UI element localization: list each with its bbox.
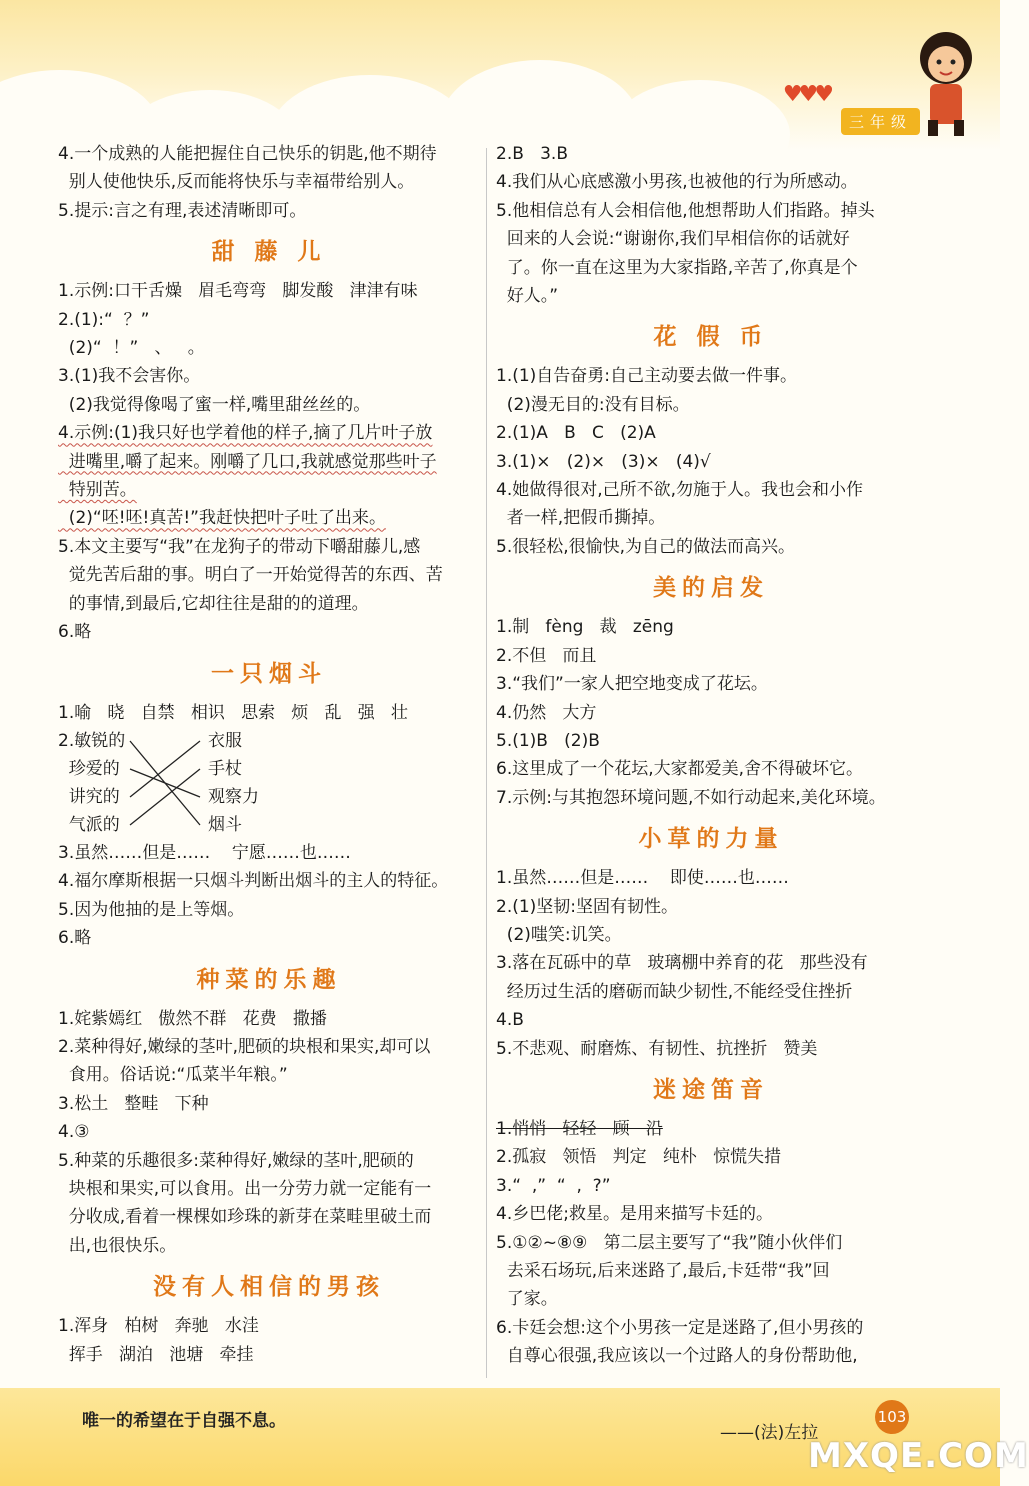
answer-line: 块根和果实,可以食用。出一分劳力就一定能有一 <box>58 1178 432 1199</box>
answer-line: 4.福尔摩斯根据一只烟斗判断出烟斗的主人的特征。 <box>58 871 449 892</box>
section-title-tian-teng-er: 甜 藤 儿 <box>211 238 327 266</box>
matching-exercise <box>58 727 480 839</box>
answer-line: 5.提示:言之有理,表述清晰即可。 <box>58 200 307 221</box>
match-right-item: 手杖 <box>208 758 242 779</box>
left-column <box>58 140 480 1369</box>
answer-line: 2.(1)A B C (2)A <box>496 423 656 444</box>
section-title-zhong-cai: 种菜的乐趣 <box>196 965 342 993</box>
answer-line: 4.乡巴佬;救星。是用来描写卡廷的。 <box>496 1204 773 1225</box>
match-right-item: 衣服 <box>208 730 242 751</box>
answer-line: 3.(1)我不会害你。 <box>58 366 201 387</box>
answer-line: 去采石场玩,后来迷路了,最后,卡廷带“我”回 <box>496 1261 830 1281</box>
match-right-item: 观察力 <box>208 786 259 807</box>
footer-band <box>0 1388 1029 1486</box>
answer-line: 4.我们从心底感激小男孩,也被他的行为所感动。 <box>496 172 858 193</box>
answer-line: 4.她做得很对,己所不欲,勿施于人。我也会和小作 <box>496 480 864 501</box>
answer-line: 3.“ ,” “ , ?” <box>496 1175 611 1196</box>
answer-line-underlined: 特别苦。 <box>58 480 137 501</box>
match-right-item: 烟斗 <box>208 814 242 835</box>
answer-line: 1.虽然……但是…… 即使……也…… <box>496 868 789 889</box>
answer-line: 4.一个成熟的人能把握住自己快乐的钥匙,他不期待 <box>58 144 437 164</box>
answer-line: 2.B 3.B <box>496 144 568 164</box>
match-left-item: 讲究的 <box>58 786 120 807</box>
right-column <box>496 140 926 1371</box>
answer-line: (2)嗤笑:讥笑。 <box>496 924 622 945</box>
answer-line: 6.这里成了一个花坛,大家都爱美,舍不得破坏它。 <box>496 759 864 780</box>
answer-line: 别人使他快乐,反而能将快乐与幸福带给别人。 <box>58 172 415 193</box>
answer-line: 挥手 湖泊 池塘 牵挂 <box>58 1344 254 1365</box>
answer-line: 1.喻 晓 自禁 相识 思索 烦 乱 强 壮 <box>58 702 408 723</box>
answer-line: (2)漫无目的:没有目标。 <box>496 394 690 415</box>
answer-line: 5.因为他抽的是上等烟。 <box>58 899 245 920</box>
answer-line: 5.很轻松,很愉快,为自己的做法而高兴。 <box>496 536 796 557</box>
grade-badge: 三年级 <box>841 108 920 135</box>
answer-line: 7.示例:与其抱怨环境问题,不如行动起来,美化环境。 <box>496 787 886 808</box>
heart-flowers-icon: ♥♥♥ <box>782 82 830 107</box>
answer-line: 6.卡廷会想:这个小男孩一定是迷路了,但小男孩的 <box>496 1317 864 1338</box>
section-title-mei-de-qi-fa: 美的启发 <box>653 574 769 602</box>
section-title-xiao-cao: 小草的力量 <box>638 825 784 853</box>
answer-line: 分收成,看着一棵棵如珍珠的新芽在菜畦里破土而 <box>58 1207 432 1228</box>
cartoon-girl-icon <box>906 20 986 140</box>
match-left-item: 气派的 <box>58 814 120 835</box>
watermark: MXQE.COM <box>808 1436 1029 1476</box>
answer-line: 2.不但 而且 <box>496 645 597 666</box>
answer-line: 者一样,把假币撕掉。 <box>496 508 666 529</box>
answer-line: 5.(1)B (2)B <box>496 730 600 751</box>
answer-line: 5.不悲观、耐磨炼、有韧性、抗挫折 赞美 <box>496 1038 818 1059</box>
answer-line: 4.③ <box>58 1122 90 1143</box>
answer-line: 5.他相信总有人会相信他,他想帮助人们指路。掉头 <box>496 200 875 221</box>
answer-line: 4.仍然 大方 <box>496 702 597 723</box>
answer-line: 3.松土 整畦 下种 <box>58 1093 209 1114</box>
answer-line: 3.(1)× (2)× (3)× (4)√ <box>496 451 711 472</box>
answer-line: 6.略 <box>58 622 92 643</box>
answer-line: 3.落在瓦砾中的草 玻璃棚中养育的花 那些没有 <box>496 953 868 974</box>
answer-line: 出,也很快乐。 <box>58 1235 177 1256</box>
answer-line: 食用。俗话说:“瓜菜半年粮。” <box>58 1065 288 1086</box>
column-divider <box>486 148 487 1378</box>
answer-line: 了家。 <box>496 1289 558 1310</box>
section-title-mei-you-ren: 没有人相信的男孩 <box>153 1273 385 1301</box>
answer-line: 经历过生活的磨砺而缺少韧性,不能经受住挫折 <box>496 981 853 1002</box>
footer-motto: 唯一的希望在于自强不息。 <box>82 1411 286 1431</box>
section-title-yi-zhi-yan-dou: 一只烟斗 <box>211 659 327 687</box>
answer-line: 5.①②~⑧⑨ 第二层主要写了“我”随小伙伴们 <box>496 1232 843 1253</box>
answer-line: 2.孤寂 领悟 判定 纯朴 惊慌失措 <box>496 1147 782 1168</box>
match-left-item: 2.敏锐的 <box>58 730 126 751</box>
footer-author: ——(法)左拉 <box>720 1423 819 1443</box>
answer-line-struck: 1.悄悄 轻轻 顾 沿 <box>496 1118 663 1139</box>
answer-line: 3.“我们”一家人把空地变成了花坛。 <box>496 674 768 695</box>
answer-line: 好人。” <box>496 286 559 307</box>
answer-line: (2)我觉得像喝了蜜一样,嘴里甜丝丝的。 <box>58 394 371 415</box>
answer-line-underlined: (2)“呸!呸!真苦!”我赶快把叶子吐了出来。 <box>58 508 386 529</box>
intro-answers <box>58 140 480 225</box>
answer-line: 1.(1)自告奋勇:自己主动要去做一件事。 <box>496 366 798 387</box>
answer-line: 5.本文主要写“我”在龙狗子的带动下嚼甜藤儿,感 <box>58 536 421 557</box>
answer-line: 2.(1):“ ？” <box>58 309 150 330</box>
answer-line-underlined: 4.示例:(1)我只好也学着他的样子,摘了几片叶子放 <box>58 423 433 444</box>
match-left-item: 珍爱的 <box>58 758 120 779</box>
answer-line: 自尊心很强,我应该以一个过路人的身份帮助他, <box>496 1346 858 1367</box>
answer-line: 的事情,到最后,它却往往是甜的的道理。 <box>58 593 369 614</box>
answer-line: 回来的人会说:“谢谢你,我们早相信你的话就好 <box>496 229 850 250</box>
answer-line: 4.B <box>496 1010 524 1031</box>
answer-line: 觉先苦后甜的事。明白了一开始觉得苦的东西、苦 <box>58 565 443 586</box>
answer-line: 1.制 fèng 裁 zēng <box>496 617 674 638</box>
answer-line: 1.浑身 柏树 奔驰 水洼 <box>58 1316 259 1337</box>
answer-line: 1.姹紫嫣红 傲然不群 花费 撒播 <box>58 1008 327 1029</box>
section-title-mi-tu-di-yin: 迷途笛音 <box>653 1075 769 1103</box>
answer-line-underlined: 进嘴里,嚼了起来。刚嚼了几口,我就感觉那些叶子 <box>58 451 437 472</box>
header-banner <box>0 0 1000 150</box>
answer-line: 2.菜种得好,嫩绿的茎叶,肥硕的块根和果实,却可以 <box>58 1036 431 1057</box>
answer-line: 6.略 <box>58 928 92 949</box>
answer-line: 3.虽然……但是…… 宁愿……也…… <box>58 842 351 863</box>
answer-line: 了。你一直在这里为大家指路,辛苦了,你真是个 <box>496 257 858 278</box>
answer-line: 1.示例:口干舌燥 眉毛弯弯 脚发酸 津津有味 <box>58 281 418 302</box>
answer-line: 2.(1)坚韧:坚固有韧性。 <box>496 896 679 917</box>
answer-line: 5.种菜的乐趣很多:菜种得好,嫩绿的茎叶,肥硕的 <box>58 1150 414 1171</box>
page-number: 103 <box>875 1400 909 1434</box>
section-title-hua-jia-bi: 花 假 币 <box>653 323 769 351</box>
answer-line: (2)“ ！” 、 。 <box>58 338 205 359</box>
